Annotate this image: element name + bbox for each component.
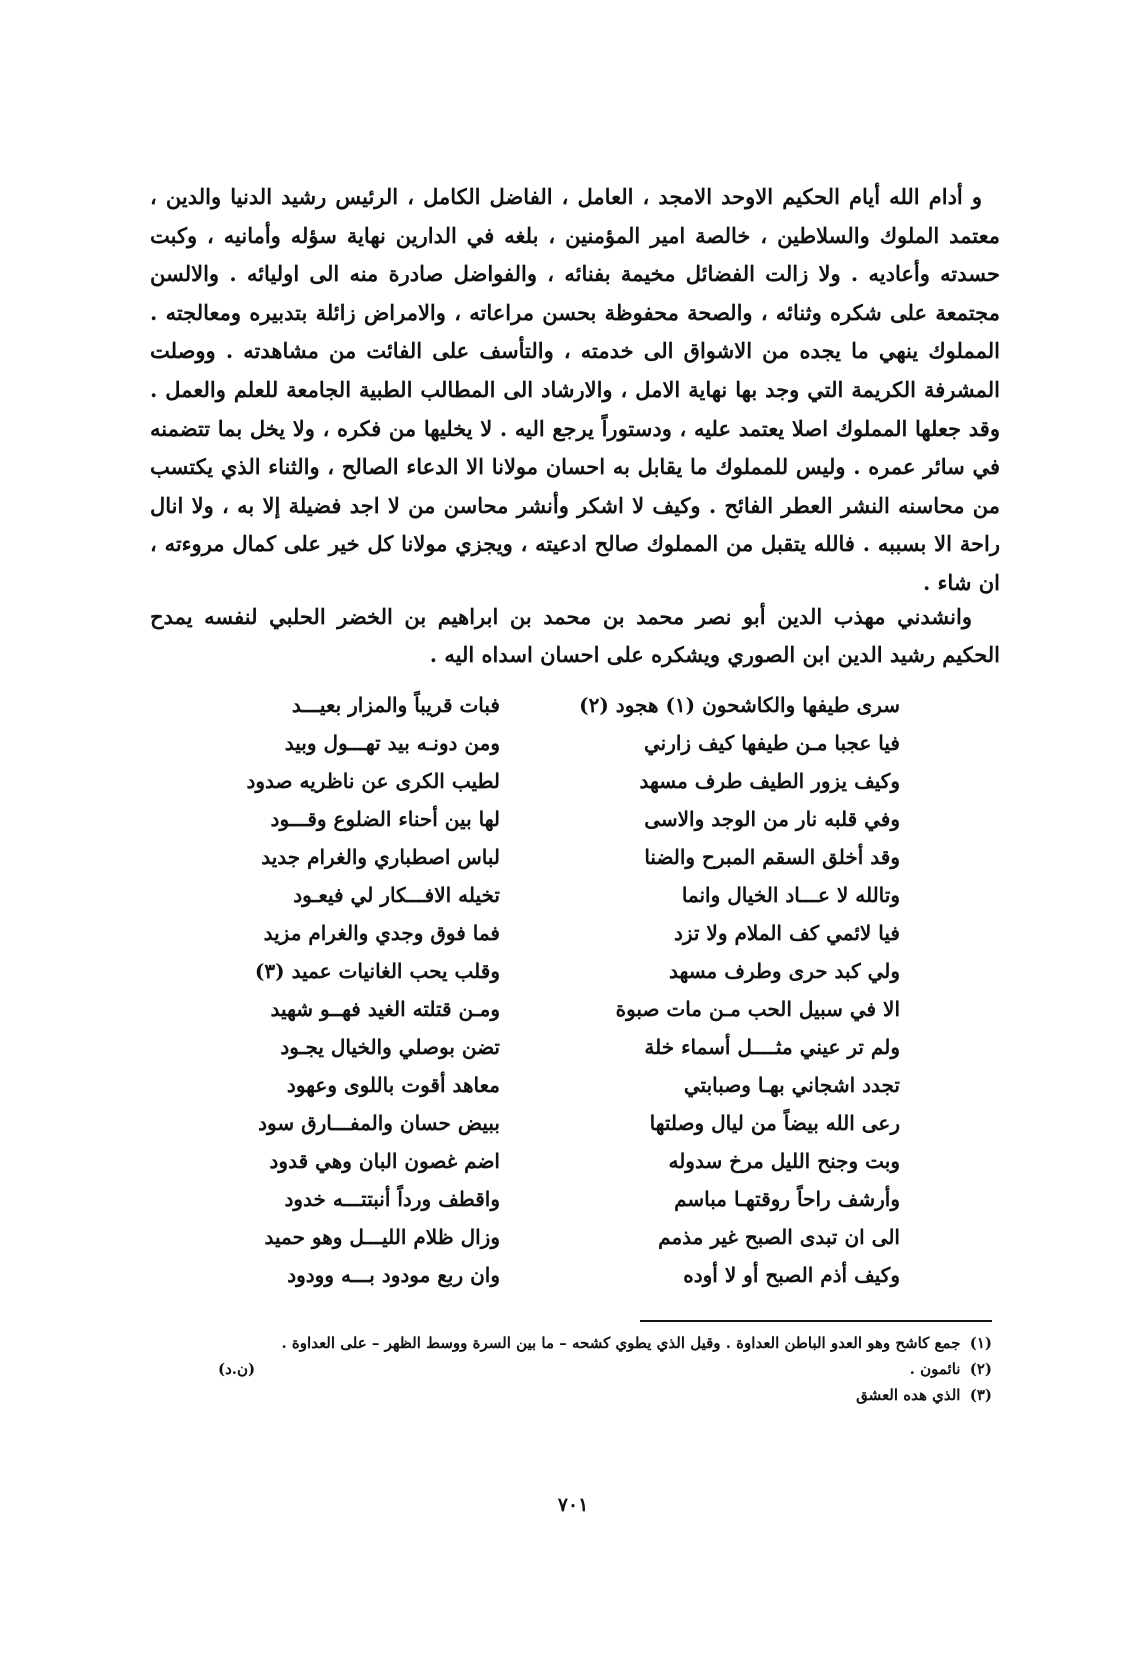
editor-tag: (ن.د) [218,1360,256,1378]
page-number: ٧٠١ [557,1494,589,1516]
second-hemistich: ومن دونـه بيد تهـــول وبيد [284,731,500,755]
footnote-text: جمع كاشح وهو العدو الباطن العداوة . وقيل الذي يطوي كشحه – ما بين السرة ووسط الظهر – على العداوة . [281,1334,961,1352]
verse [200,838,900,876]
first-hemistich: الى ان تبدى الصبح غير مذمم [658,1225,900,1249]
first-hemistich: فيا لائمي كف الملام ولا تزد [673,921,900,945]
verse [200,800,900,838]
footnote-text: الذي هده العشق [856,1386,961,1404]
first-hemistich: وقد أخلق السقم المبرح والضنا [644,845,900,869]
second-hemistich: لطيب الكرى عن ناظريه صدود [246,769,500,793]
second-hemistich: تخيله الافـــكار لي فيعـود [293,883,500,907]
first-hemistich: رعى الله بيضاً من ليال وصلتها [649,1111,900,1135]
first-hemistich: ولم تر عيني مثــــل أسماء خلة [644,1035,900,1059]
verse [200,724,900,762]
footnote-divider [640,1320,992,1322]
verse [200,1028,900,1066]
verse [200,1180,900,1218]
second-hemistich: ببيض حسان والمفـــارق سود [258,1111,500,1135]
second-hemistich: لباس اصطباري والغرام جديد [261,845,500,869]
poem [200,686,900,1294]
second-hemistich: وقلب يحب الغانيات عميد (٣) [254,959,500,983]
second-hemistich: اضم غصون البان وهي قدود [269,1149,500,1173]
first-hemistich: وفي قلبه نار من الوجد والاسى [644,807,900,831]
footnote-marker: (٣) [969,1386,992,1404]
second-hemistich: ومـن قتلته الغيد فهــو شهيد [270,997,500,1021]
first-hemistich: وتالله لا عـــاد الخيال وانما [681,883,900,907]
footnote-marker: (٢) [969,1360,992,1378]
second-hemistich: واقطف ورداً أنبتتـــه خدود [284,1187,500,1211]
first-hemistich: الا في سبيل الحب مـن مات صبوة [615,997,900,1021]
verse [200,990,900,1028]
first-hemistich: سرى طيفها والكاشحون (١) هجود (٢) [579,693,900,717]
verse [200,1066,900,1104]
first-hemistich: ولي كبد حرى وطرف مسهد [669,959,900,983]
letter-paragraph [150,178,1000,603]
letter-text: و أدام الله أيام الحكيم الاوحد الامجد ، العامل ، الفاضل الكامل ، الرئيس رشيد الدنيا والدين ، معتمد الملوك والسلاطين ، خالصة امير المؤمنين ، بلغه في الدارين نهاية سؤله وأمانيه ، وكبت حسدته وأعاديه . ولا زالت الفضائل مخيمة بفنائه ، والفواضل صادرة منه الى اوليائه . والالسن مجتمعة على شكره وثنائه ، والصحة محفوظة بحسن مراعاته ، والامراض زائلة بتدبيره ومعالجته . المملوك ينهي ما يجده من الاشواق الى خدمته ، والتأسف على الفائت من مشاهدته . ووصلت المشرفة الكريمة التي وجد بها نهاية الامل ، والارشاد الى المطالب الطبية الجامعة للعلم والعمل . وقد جعلها المملوك اصلا يعتمد عليه ، ودستوراً يرجع اليه . لا يخليها من فكره ، ولا يخل بما تتضمنه في سائر عمره . وليس للمملوك ما يقابل به احسان مولانا الا الدعاء الصالح ، والثناء الذي يكتسب من محاسنه النشر العطر الفائح . وكيف لا اشكر وأنشر محاسن من لا اجد فضيلة إلا به ، ولا انال راحة الا بسببه . فالله يتقبل من المملوك صالح ادعيته ، ويجزي مولانا كل خير على كمال مروءته ، ان شاء . [150,184,1000,595]
verse [200,1256,900,1294]
first-hemistich: تجدد اشجاني بهـا وصبابتي [683,1073,900,1097]
second-hemistich: تضن بوصلي والخيال يجـود [280,1035,500,1059]
second-hemistich: معاهد أقوت باللوى وعهود [286,1073,500,1097]
first-hemistich: وكيف يزور الطيف طرف مسهد [639,769,900,793]
verse [200,952,900,990]
footnote [150,1356,992,1382]
footnote-marker: (١) [969,1334,992,1352]
verse [200,686,900,724]
first-hemistich: وأرشف راحاً روقتهـا مباسم [674,1187,900,1211]
verse [200,914,900,952]
first-hemistich: فيا عجبا مـن طيفها كيف زارني [643,731,900,755]
second-hemistich: لها بين أحناء الضلوع وقـــود [270,807,500,831]
verse [200,762,900,800]
second-hemistich: فما فوق وجدي والغرام مزيد [263,921,500,945]
verse [200,1142,900,1180]
second-hemistich: فبات قريباً والمزار بعيـــد [291,693,500,717]
footnotes [150,1330,992,1408]
intro-text: وانشدني مهذب الدين أبو نصر محمد بن محمد بن ابراهيم بن الخضر الحلبي لنفسه يمدح الحكيم رشيد الدين ابن الصوري ويشكره على احسان اسداه اليه . [150,604,1000,667]
verse [200,1218,900,1256]
second-hemistich: وزال ظلام الليـــل وهو حميد [264,1225,500,1249]
footnote [150,1382,992,1408]
first-hemistich: وكيف أذم الصبح أو لا أوده [683,1263,900,1287]
poem-introduction [150,598,1000,674]
footnote-text: نائمون . [909,1360,961,1378]
verse [200,1104,900,1142]
verse [200,876,900,914]
second-hemistich: وان ربع مودود بـــه وودود [287,1263,500,1287]
first-hemistich: وبت وجنح الليل مرخ سدوله [668,1149,900,1173]
